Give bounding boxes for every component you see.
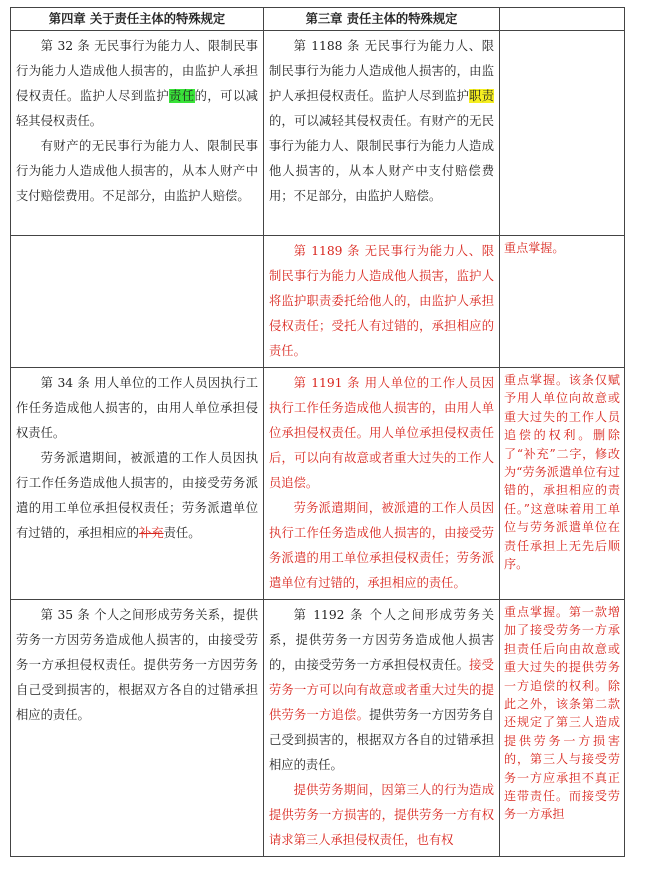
old-law-cell: [11, 236, 264, 368]
old-law-cell: [11, 600, 264, 857]
article-text: 第 1189 条 无民事行为能力人、限制民事行为能力人造成他人损害，监护人将监护职责委托给他人的，由监护人承担侵权责任；受托人有过错的，承担相应的责任。: [269, 244, 494, 358]
table-row: [11, 600, 625, 857]
new-law-cell: [264, 600, 500, 857]
note-cell: 重点掌握。第一款增加了接受劳务一方承担责任后向由故意或重大过失的提供劳务一方追偿的权利。除此之外，该条第二款还规定了第三人造成提供劳务一方损害的，第三人与接受劳务一方应承担不真正连带责任。而接受劳务一方承担: [500, 600, 625, 857]
old-law-cell: [11, 31, 264, 236]
comparison-table: [10, 7, 625, 857]
article-text: 第 32 条 无民事行为能力人、限制民事行为能力人造成他人损害的，由监护人承担侵权责任。监护人尽到监护责任的，可以减轻其侵权责任。: [16, 39, 258, 128]
article-text: 第 34 条 用人单位的工作人员因执行工作任务造成他人损害的，由用人单位承担侵权责任。: [16, 376, 258, 440]
new-law-cell: [264, 368, 500, 600]
header-old-law: 第四章 关于责任主体的特殊规定: [11, 8, 264, 31]
new-law-cell: [264, 31, 500, 236]
note-cell: 重点掌握。: [500, 236, 625, 368]
highlight: 职责: [469, 89, 494, 103]
article-text: 劳务派遣期间，被派遣的工作人员因执行工作任务造成他人损害的，由接受劳务派遣的用工单位承担侵权责任；劳务派遣单位有过错的，承担相应的补充责任。: [16, 451, 258, 540]
note-cell: [500, 31, 625, 236]
article-text: 劳务派遣期间，被派遣的工作人员因执行工作任务造成他人损害的，由接受劳务派遣的用工单位承担侵权责任；劳务派遣单位有过错的，承担相应的责任。: [269, 501, 494, 590]
article-text: 第 1191 条 用人单位的工作人员因执行工作任务造成他人损害的，由用人单位承担侵权责任。用人单位承担侵权责任后，可以向有故意或者重大过失的工作人员追偿。: [269, 376, 494, 490]
article-text: 第 1192 条 个人之间形成劳务关系，提供劳务一方因劳务造成他人损害的，由接受劳务一方承担侵权责任。接受劳务一方可以向有故意或者重大过失的提供劳务一方追偿。提供劳务一方因劳务自己受到损害的，根据双方各自的过错承担相应的责任。: [269, 608, 494, 772]
new-law-cell: [264, 236, 500, 368]
deleted-text: 补充: [138, 526, 164, 540]
article-text: 有财产的无民事行为能力人、限制民事行为能力人造成他人损害的，从本人财产中支付赔偿费用。不足部分，由监护人赔偿。: [16, 139, 258, 203]
table-row: [11, 31, 625, 236]
article-text: 提供劳务期间，因第三人的行为造成提供劳务一方损害的，提供劳务一方有权请求第三人承担侵权责任，也有权: [269, 783, 494, 847]
highlight: 责任: [169, 89, 195, 103]
old-law-cell: [11, 368, 264, 600]
header-new-law: 第三章 责任主体的特殊规定: [264, 8, 500, 31]
header-notes: [500, 8, 625, 31]
table-row: [11, 368, 625, 600]
table-row: [11, 236, 625, 368]
note-cell: 重点掌握。该条仅赋予用人单位向故意或重大过失的工作人员追偿的权利。删除了“补充”二字，修改为“劳务派遣单位有过错的，承担相应的责任。”这意味着用工单位与劳务派遣单位在责任承担上无先后顺序。: [500, 368, 625, 600]
header-row: [11, 8, 625, 31]
article-text: 第 1188 条 无民事行为能力人、限制民事行为能力人造成他人损害的，由监护人承担侵权责任。监护人尽到监护职责的，可以减轻其侵权责任。有财产的无民事行为能力人、限制民事行为能力人造成他人损害的，从本人财产中支付赔偿费用；不足部分，由监护人赔偿。: [269, 39, 494, 203]
article-text: 第 35 条 个人之间形成劳务关系，提供劳务一方因劳务造成他人损害的，由接受劳务一方承担侵权责任。提供劳务一方因劳务自己受到损害的，根据双方各自的过错承担相应的责任。: [16, 608, 258, 722]
